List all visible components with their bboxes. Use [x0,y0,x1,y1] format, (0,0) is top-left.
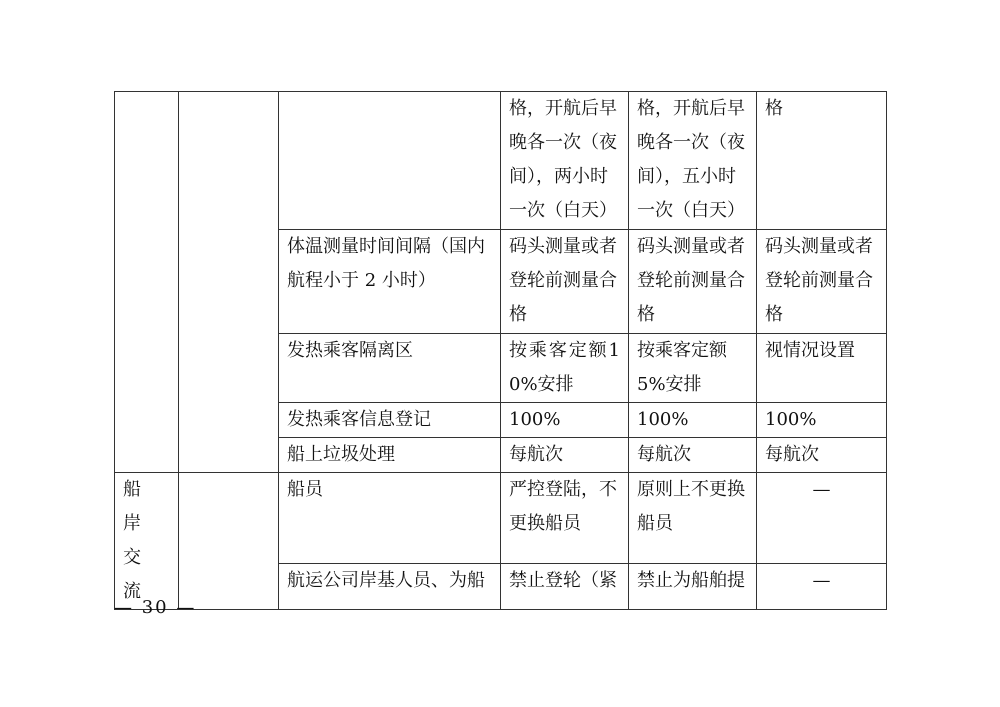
category-cell: 船岸交流 [115,473,179,610]
level-b-cell: 每航次 [629,438,757,473]
level-c-cell: 格 [757,92,887,230]
item-cell: 发热乘客隔离区 [279,334,501,403]
subcategory-cell [179,473,279,610]
level-c-cell: — [757,473,887,564]
item-cell-continued [279,92,501,230]
level-a-cell: 格，开航后早晚各一次（夜间），两小时一次（白天） [501,92,629,230]
level-c-cell: 100% [757,403,887,438]
item-cell: 体温测量时间间隔（国内航程小于 2 小时） [279,230,501,334]
level-a-cell: 码头测量或者登轮前测量合格 [501,230,629,334]
level-b-cell: 100% [629,403,757,438]
level-a-cell: 禁止登轮（紧 [501,563,629,609]
item-cell: 船员 [279,473,501,564]
level-c-cell: — [757,563,887,609]
item-cell: 船上垃圾处理 [279,438,501,473]
subcategory-cell-continued [179,92,279,473]
item-cell: 发热乘客信息登记 [279,403,501,438]
level-b-cell: 原则上不更换船员 [629,473,757,564]
item-cell: 航运公司岸基人员、为船 [279,563,501,609]
level-a-cell: 严控登陆，不更换船员 [501,473,629,564]
level-b-cell: 格，开航后早晚各一次（夜间），五小时一次（白天） [629,92,757,230]
level-b-cell: 码头测量或者登轮前测量合格 [629,230,757,334]
level-a-cell: 100% [501,403,629,438]
table-row [115,92,887,230]
level-c-cell: 码头测量或者登轮前测量合格 [757,230,887,334]
level-c-cell: 每航次 [757,438,887,473]
level-b-cell: 禁止为船舶提 [629,563,757,609]
level-c-cell: 视情况设置 [757,334,887,403]
level-a-cell: 每航次 [501,438,629,473]
level-a-cell: 按乘客定额10%安排 [501,334,629,403]
page-number: — 30 — [114,597,197,618]
measures-table [114,91,887,610]
category-cell-continued [115,92,179,473]
table-row [115,473,887,564]
level-b-cell: 按乘客定额5%安排 [629,334,757,403]
